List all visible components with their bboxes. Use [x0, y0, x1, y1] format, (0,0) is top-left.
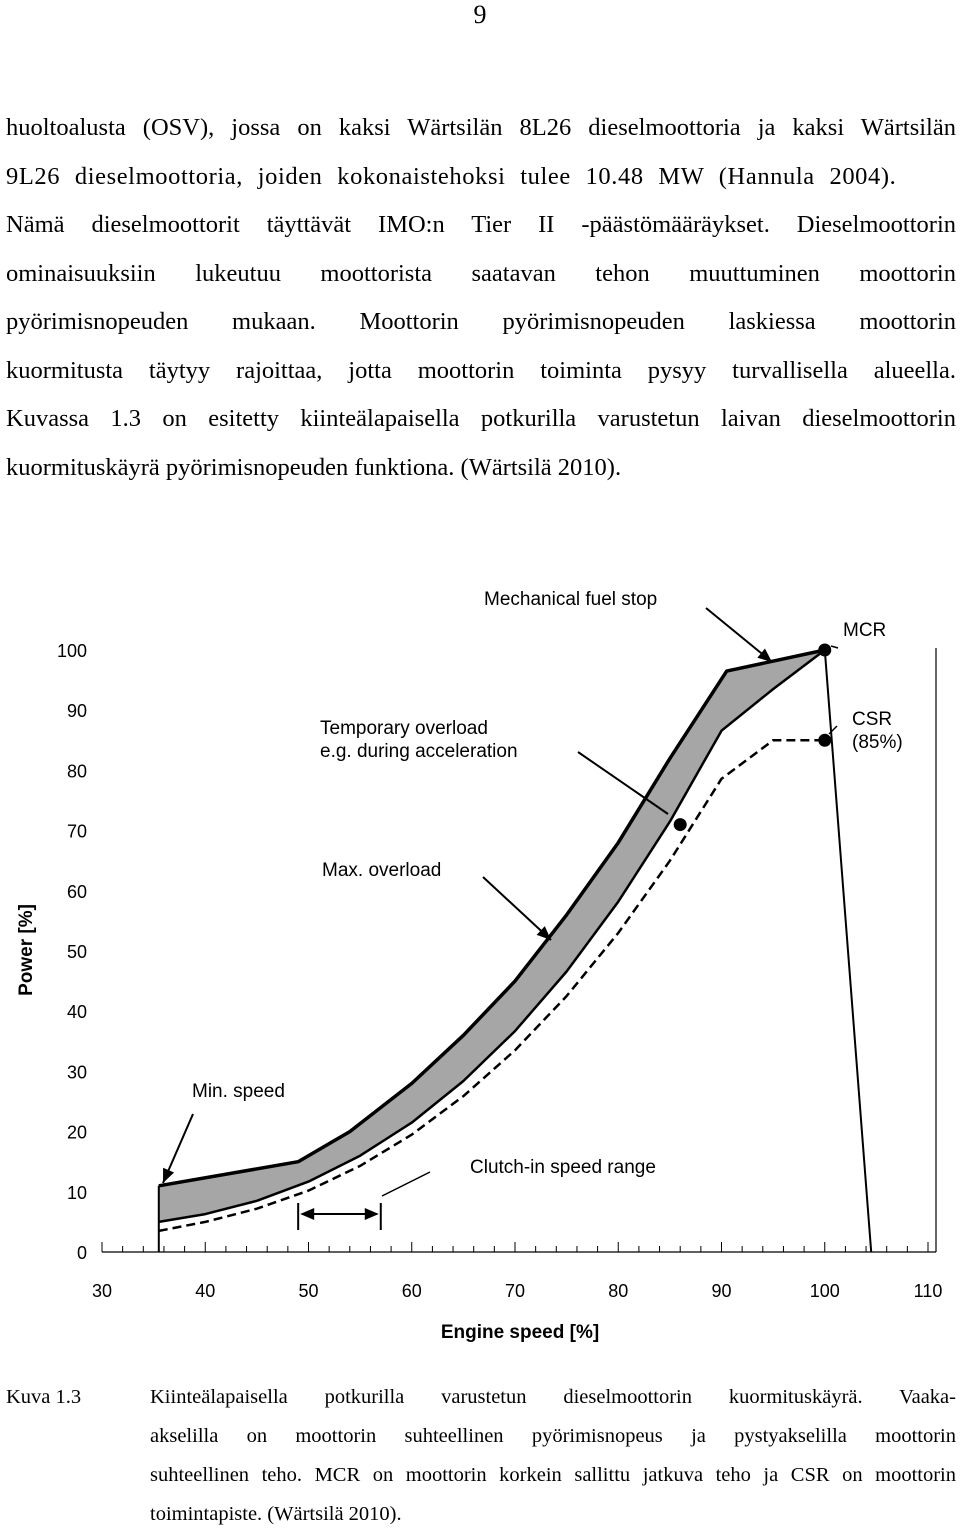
x-tick-label: 40 — [195, 1281, 216, 1301]
mcr-point — [818, 644, 831, 657]
x-axis-label: Engine speed [%] — [440, 1322, 600, 1343]
engine-load-chart — [0, 570, 960, 1370]
y-tick-label: 100 — [56, 641, 87, 661]
y-tick-label: 0 — [76, 1243, 87, 1263]
mcr-label: MCR — [843, 620, 887, 641]
body-line: kuormituskäyrä pyörimisnopeuden funktiona. (Wärtsilä 2010). — [6, 453, 622, 481]
temporary-overload-label: Temporary overload — [320, 718, 488, 739]
caption-line: toimintapiste. (Wärtsilä 2010). — [150, 1503, 402, 1525]
y-tick-label: 80 — [66, 761, 87, 782]
x-tick-label: 90 — [711, 1281, 732, 1301]
x-tick-label: 110 — [913, 1281, 943, 1301]
upper-limit-curve — [159, 650, 825, 1186]
clutch-range-right-head — [365, 1208, 379, 1220]
y-tick-label: 60 — [66, 881, 87, 902]
y-tick-label: 10 — [66, 1182, 87, 1203]
y-tick-label: 40 — [66, 1002, 87, 1023]
caption-line: suhteellinen teho. MCR on moottorin korkein sallittu jatkuva teho ja CSR on moottorin — [150, 1464, 956, 1486]
overload-region — [159, 650, 825, 1222]
x-tick-label: 80 — [608, 1281, 629, 1301]
min-speed-label: Min. speed — [192, 1081, 285, 1102]
caption-label: Kuva 1.3 — [6, 1386, 82, 1408]
csr-percent-label: (85%) — [852, 732, 903, 753]
x-tick-label: 30 — [91, 1281, 113, 1301]
y-tick-label: 90 — [66, 701, 87, 722]
body-line: kuormitusta täytyy rajoittaa, jotta moottorin toiminta pysyy turvallisella alueella. — [6, 356, 956, 384]
x-tick-label: 50 — [298, 1281, 319, 1301]
body-line: 9L26 dieselmoottoria, joiden kokonaistehoksi tulee 10.48 MW (Hannula 2004). — [6, 162, 897, 190]
clutch-in-range-label: Clutch-in speed range — [470, 1157, 656, 1178]
clutch-range-leader — [382, 1172, 430, 1196]
x-tick-label: 70 — [504, 1281, 526, 1301]
caption-line: Kiinteälapaisella potkurilla varustetun dieselmoottorin kuormituskäyrä. Vaaka- — [150, 1386, 956, 1408]
y-tick-label: 30 — [66, 1062, 87, 1083]
x-tick-label: 100 — [809, 1281, 840, 1301]
y-tick-label: 20 — [66, 1122, 87, 1143]
mcr-leader — [831, 646, 838, 648]
y-axis-label: Power [%] — [16, 904, 37, 996]
temporary-overload-point — [674, 818, 687, 831]
body-line: huoltoalusta (OSV), jossa on kaksi Wärtsilän 8L26 dieselmoottoria ja kaksi Wärtsilän — [6, 114, 956, 141]
csr-label: CSR — [852, 709, 893, 730]
fuel-stop-arrow-head — [757, 648, 772, 662]
clutch-range-left-head — [300, 1208, 314, 1220]
mechanical-fuel-stop-label: Mechanical fuel stop — [484, 589, 658, 610]
caption-text — [150, 1378, 956, 1534]
lower-limit-curve — [159, 650, 825, 1222]
max-overload-label: Max. overload — [322, 860, 442, 881]
body-paragraph — [6, 104, 956, 492]
temporary-overload-detail-label: e.g. during acceleration — [320, 741, 518, 762]
x-tick-label: 60 — [401, 1281, 422, 1301]
page-number: 9 — [473, 0, 487, 29]
y-tick-label: 70 — [66, 821, 87, 842]
body-line: pyörimisnopeuden mukaan. Moottorin pyörimisnopeuden laskiessa moottorin — [6, 308, 956, 335]
caption-line: akselilla on moottorin suhteellinen pyörimisnopeus ja pystyakselilla moottorin — [150, 1425, 956, 1447]
y-tick-label: 50 — [66, 942, 87, 962]
body-line: Kuvassa 1.3 on esitetty kiinteälapaisella potkurilla varustetun laivan dieselmoottorin — [6, 405, 956, 432]
body-line: ominaisuuksiin lukeutuu moottorista saatavan tehon muuttuminen moottorin — [6, 259, 956, 287]
csr-point — [818, 734, 831, 747]
body-line: Nämä dieselmoottorit täyttävät IMO:n Tier II -päästömääräykset. Dieselmoottorin — [6, 211, 956, 238]
